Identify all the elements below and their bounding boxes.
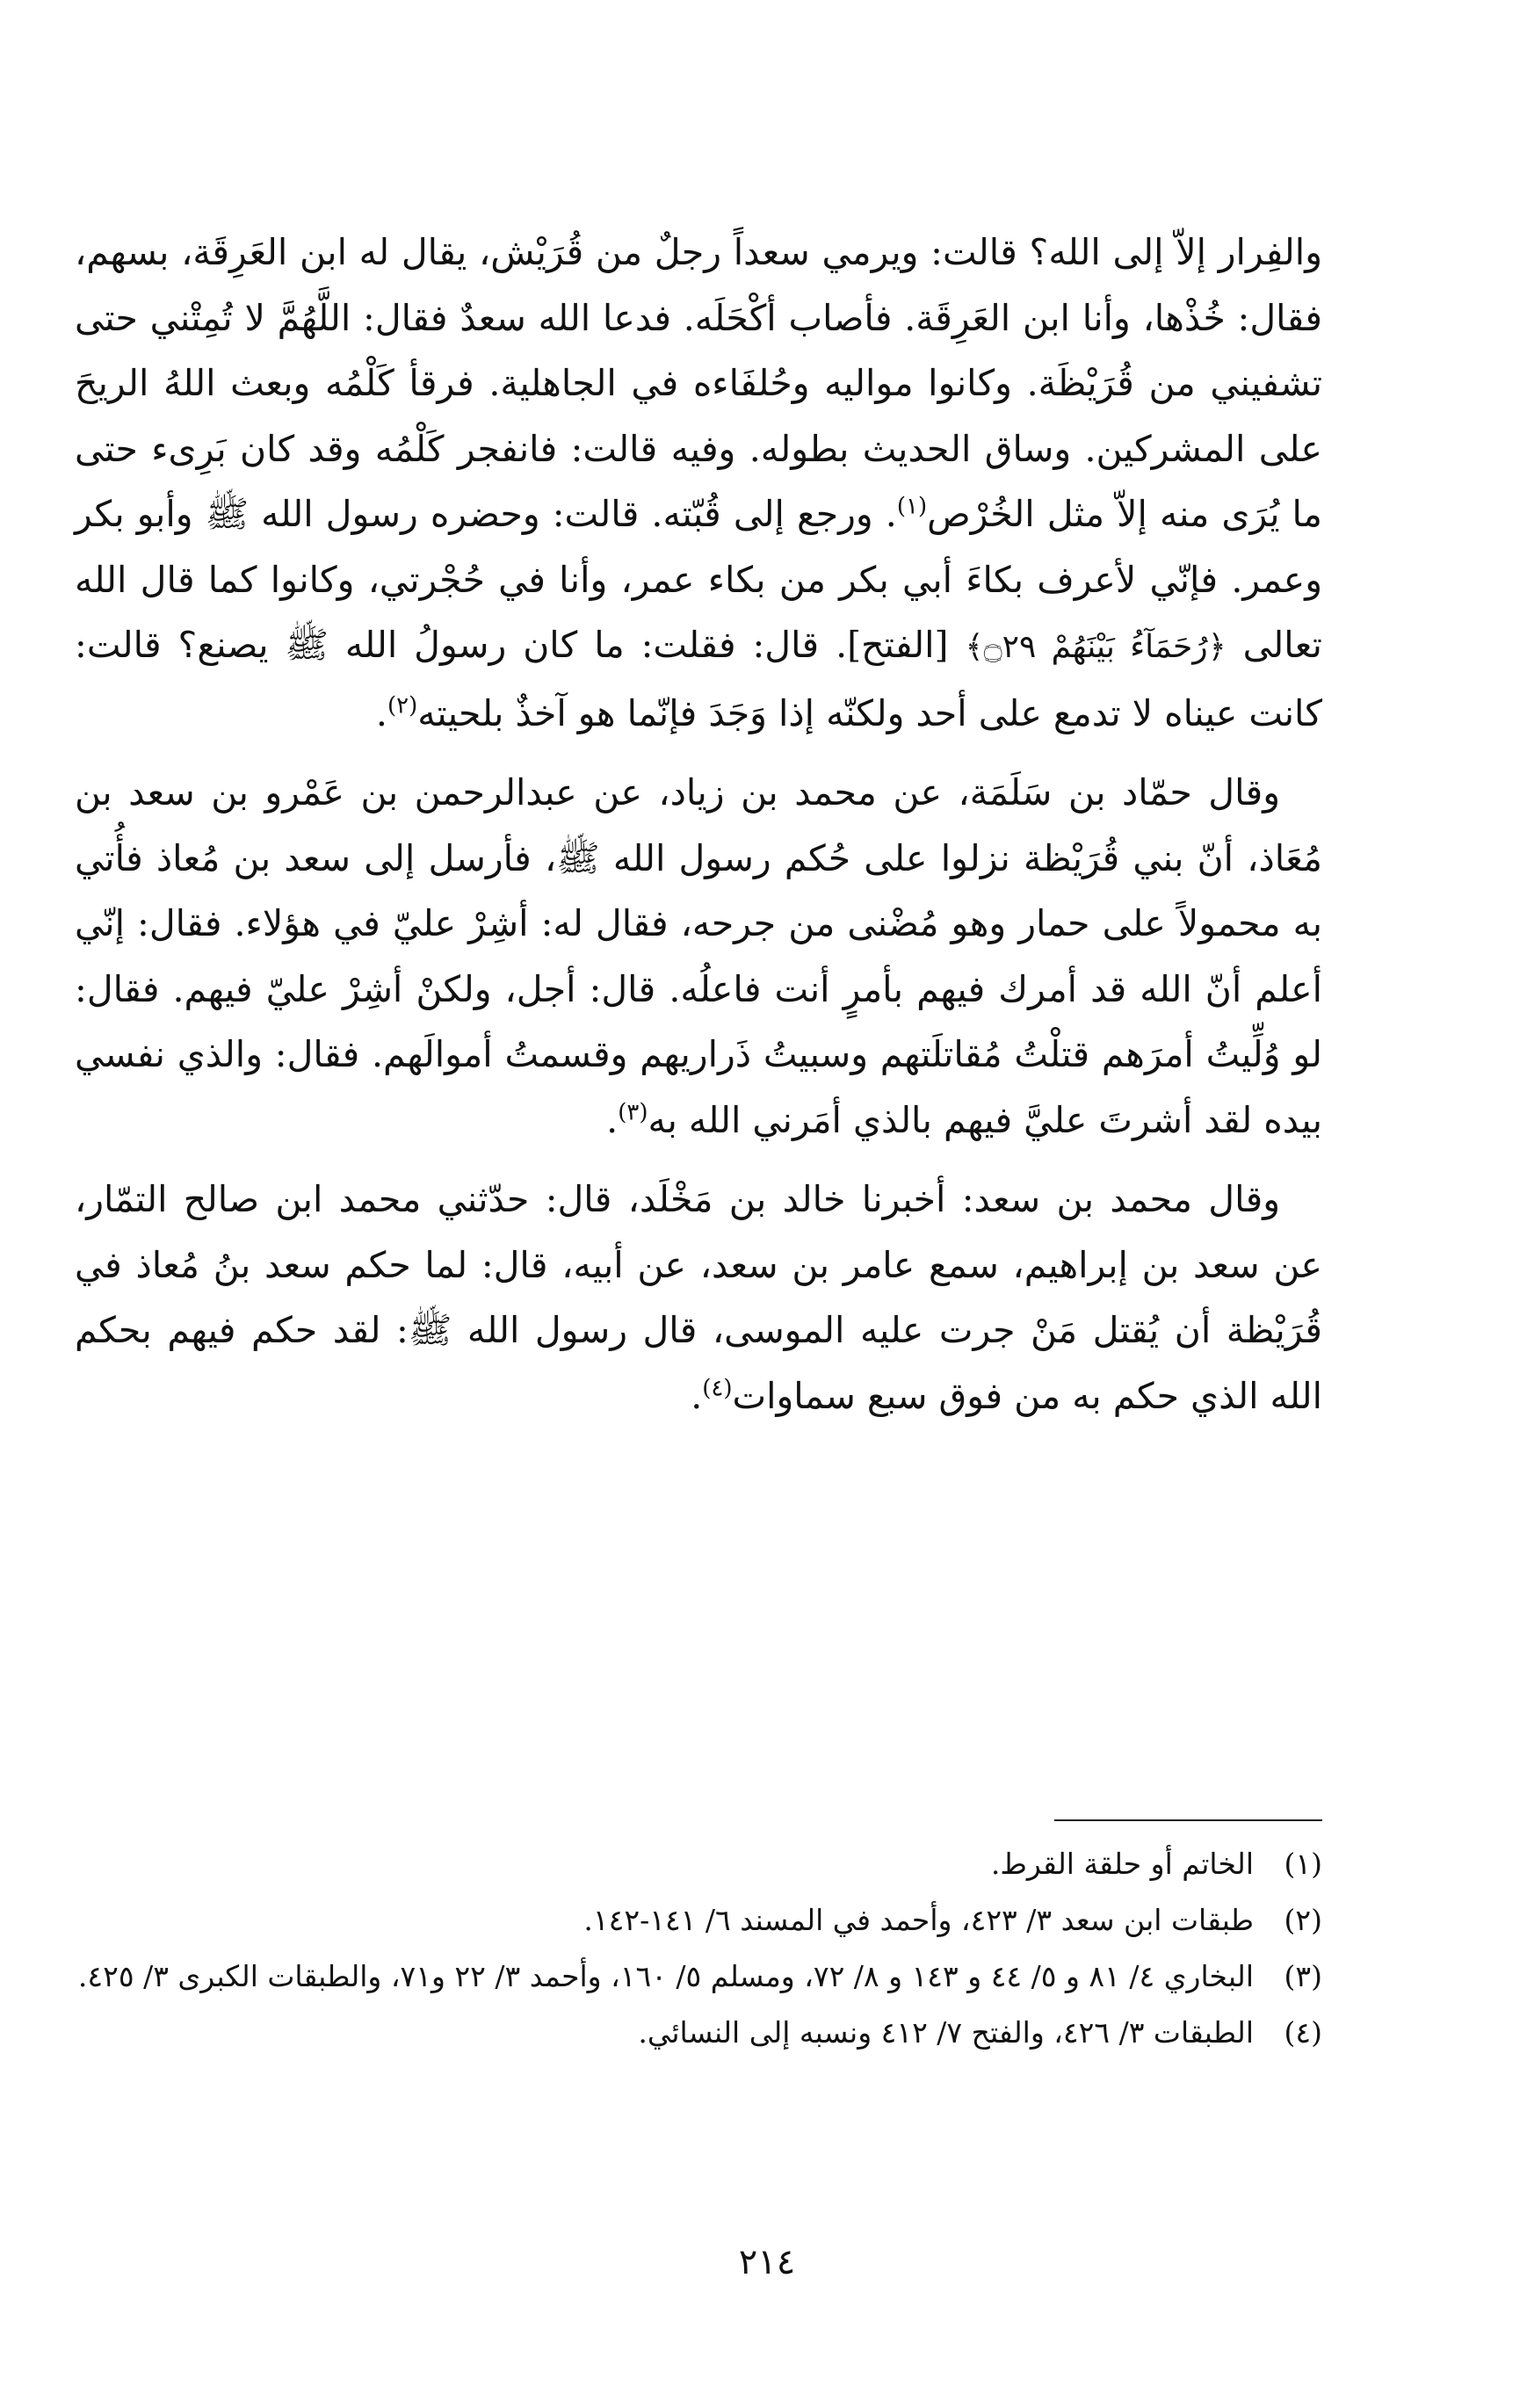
footnote-2: [75, 1895, 1322, 1946]
footnote-text: البخاري ٤/ ٨١ و ٥/ ٤٤ و ١٤٣ و ٨/ ٧٢، ومسلم ٥/ ١٦٠، وأحمد ٣/ ٢٢ و٧١، والطبقات الكبرى ٣/ ٤٢٥.: [77, 1959, 1254, 1993]
footnotes: [75, 1839, 1322, 2064]
footnote-text: الخاتم أو حلقة القرط.: [990, 1847, 1254, 1881]
paragraph-1: [75, 220, 1322, 746]
footnote-3: [75, 1951, 1322, 2002]
paragraph-1-text: والفِرار إلاّ إلى الله؟ قالت: ويرمي سعداً رجلٌ من قُرَيْش، يقال له ابن العَرِقَة، بسهم، فقال: خُذْها، وأنا ابن العَرِقَة. فأصاب أكْحَلَه. فدعا الله سعدٌ فقال: اللَّهُمَّ لا تُمِتْني حتى تشفيني من قُرَيْظَة. وكانوا مواليه وحُلفَاءه في الجاهلية. فرقأ كَلْمُه وبعث اللهُ الريحَ على المشركين. وساق الحديث بطوله. وفيه قالت: فانفجر كَلْمُه وقد كان بَرِىء حتى ما يُرَى منه إلاّ مثل الخُرْص: [75, 231, 1322, 535]
footnote-number: (٢): [1284, 1903, 1322, 1937]
footnote-ref-3: (٣): [618, 1098, 648, 1125]
footnote-ref-4: (٤): [702, 1374, 733, 1401]
footnote-ref-1: (١): [896, 493, 928, 520]
paragraph-2-tail: .: [606, 1098, 619, 1141]
footnote-text: طبقات ابن سعد ٣/ ٤٢٣، وأحمد في المسند ٦/ ١٤١-١٤٢.: [583, 1903, 1254, 1937]
footnote-4: [75, 2007, 1322, 2058]
footnote-1: [75, 1839, 1322, 1890]
paragraph-3-tail: .: [691, 1374, 703, 1417]
footnote-separator: [1054, 1819, 1322, 1821]
page-number: ٢١٤: [738, 2242, 796, 2282]
paragraph-3-text: وقال محمد بن سعد: أخبرنا خالد بن مَخْلَد، قال: حدّثني محمد ابن صالح التمّار، عن سعد بن إبراهيم، سمع عامر بن سعد، عن أبيه، قال: لما حكم سعد بنُ مُعاذ في قُرَيْظة أن يُقتل مَنْ جرت عليه الموسى، قال رسول الله ﷺ: لقد حكم فيهم بحكم الله الذي حكم به من فوق سبع سماوات: [75, 1178, 1322, 1417]
paragraph-1-text-2: . ورجع إلى قُبّته. قالت: وحضره رسول الله ﷺ وأبو بكر وعمر. فإنّي لأعرف بكاءَ أبي بكر من بكاء عمر، وأنا في حُجْرتي، وكانوا كما قال الله تعالى: [75, 493, 1322, 666]
footnote-number: (١): [1284, 1847, 1322, 1881]
paragraph-1-text-3: [الفتح]. قال: فقلت: ما كان رسولُ الله ﷺ يصنع؟ قالت: كانت عيناه لا تدمع على أحد ولكنّه إذا وَجَدَ فإنّما هو آخذٌ بلحيته: [75, 624, 1322, 734]
paragraph-3: [75, 1167, 1322, 1428]
footnote-number: (٣): [1284, 1959, 1322, 1993]
paragraph-2-text: وقال حمّاد بن سَلَمَة، عن محمد بن زياد، عن عبدالرحمن بن عَمْرو بن سعد بن مُعَاذ، أنّ بني قُرَيْظة نزلوا على حُكم رسول الله ﷺ، فأرسل إلى سعد بن مُعاذ فأُتي به محمولاً على حمار وهو مُضْنى من جرحه، فقال له: أشِرْ عليّ في هؤلاء. فقال: إنّي أعلم أنّ الله قد أمرك فيهم بأمرٍ أنت فاعلُه. قال: أجل، ولكنْ أشِرْ عليّ فيهم. فقال: لو وُلِّيتُ أمرَهم قتلْتُ مُقاتلَتهم وسبيتُ ذَراريهم وقسمتُ أموالَهم. فقال: والذي نفسي بيده لقد أشرتَ عليَّ فيهم بالذي أمَرني الله به: [75, 771, 1322, 1141]
footnote-text: الطبقات ٣/ ٤٢٦، والفتح ٧/ ٤١٢ ونسبه إلى النسائي.: [638, 2015, 1254, 2050]
paragraph-1-tail: .: [375, 691, 387, 734]
paragraph-2: [75, 760, 1322, 1153]
footnote-ref-2: (٢): [387, 691, 418, 719]
footnote-number: (٤): [1284, 2015, 1322, 2050]
quran-verse: ﴿رُحَمَآءُ بَيْنَهُمْ ۝٢٩﴾: [965, 629, 1226, 665]
main-text: [75, 220, 1322, 1443]
